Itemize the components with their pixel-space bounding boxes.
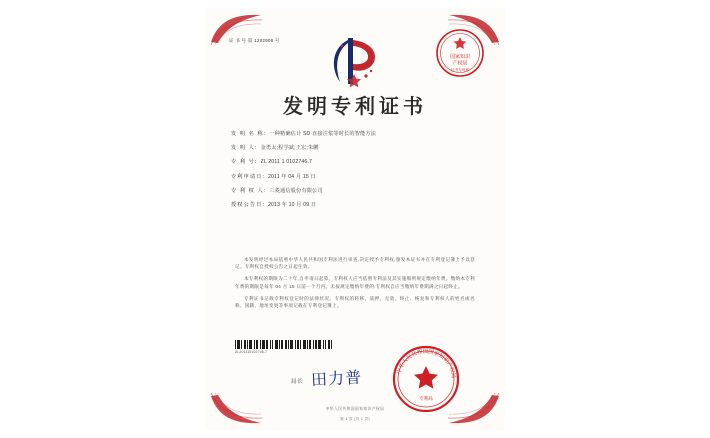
field-label: 发 明 名 称:	[231, 131, 267, 137]
field-value: 2013 年 10 月 09 日	[267, 201, 317, 208]
field-row	[231, 187, 481, 194]
svg-text:中华人民共和国国家知识产权局: 中华人民共和国国家知识产权局	[396, 348, 457, 379]
svg-text:专利局: 专利局	[419, 397, 433, 402]
field-row	[231, 130, 481, 137]
svg-text:证书专用章: 证书专用章	[451, 68, 469, 72]
office-round-seal	[435, 28, 485, 78]
national-seal	[391, 344, 461, 414]
signature: 田力普	[310, 367, 363, 390]
field-value: 一种精确估计 SD 直接注浆等时长的智能方法	[269, 131, 377, 137]
body-paragraph: 本发明经过本局依照中华人民共和国专利法进行审查,决定授予专利权,颁发本证书并在专利登记簿上予以登记。专利权自授权公告之日起生效。	[235, 257, 475, 270]
field-value: 2011 年 04 月 15 日	[267, 173, 316, 180]
field-row	[231, 158, 481, 165]
svg-text:产权局: 产权局	[452, 60, 468, 67]
page-title: 发明专利证书	[283, 94, 427, 118]
barcode	[235, 340, 361, 349]
svg-text:国家知识: 国家知识	[449, 54, 471, 60]
field-value: 三菱通信股份有限公司	[269, 187, 323, 194]
field-row	[231, 201, 481, 208]
field-label: 专 利 权 人:	[231, 187, 267, 194]
body-paragraph: 本专利权的期限为二十年,自申请日起算。专利权人应当依照专利法及其实施细则规定缴纳年费。缴纳本专利年费的期限是每年 04 月 15 日前一个月内。未按规定缴纳年费的,专利权自应当缴纳年费期满之日起终止。	[235, 276, 475, 289]
patent-certificate-page	[205, 8, 505, 430]
page-mark: 第 1 页 (共 1 页)	[340, 417, 370, 421]
field-label: 授权公告日:	[231, 201, 265, 208]
field-list	[231, 130, 481, 215]
field-label: 专 利 号:	[231, 159, 258, 166]
body-paragraph: 专利证书记载专利权登记时的法律状况。专利权的转移、质押、无效、终止、恢复和专利权人的姓名或名称、国籍、地址变更等事项记载在专利登记簿上。	[235, 295, 475, 309]
certificate-number: 证 书 号 第 1282906 号	[229, 38, 280, 43]
field-value: ZL 2011 1 0102746.7	[260, 159, 313, 166]
footer-note: 中华人民共和国国家知识产权局	[325, 407, 385, 411]
signer-title: 局长	[291, 379, 304, 385]
patent-emblem-icon	[318, 34, 392, 88]
body-text	[235, 256, 475, 314]
field-label: 发 明 人:	[231, 145, 258, 152]
field-row	[231, 144, 481, 151]
field-label: 专利申请日:	[231, 173, 265, 180]
field-row	[231, 173, 481, 180]
field-value: 金勇太;程学斌;王宏;朱鹏	[260, 145, 319, 152]
barcode-label: ZL201110102746.7	[235, 350, 268, 354]
